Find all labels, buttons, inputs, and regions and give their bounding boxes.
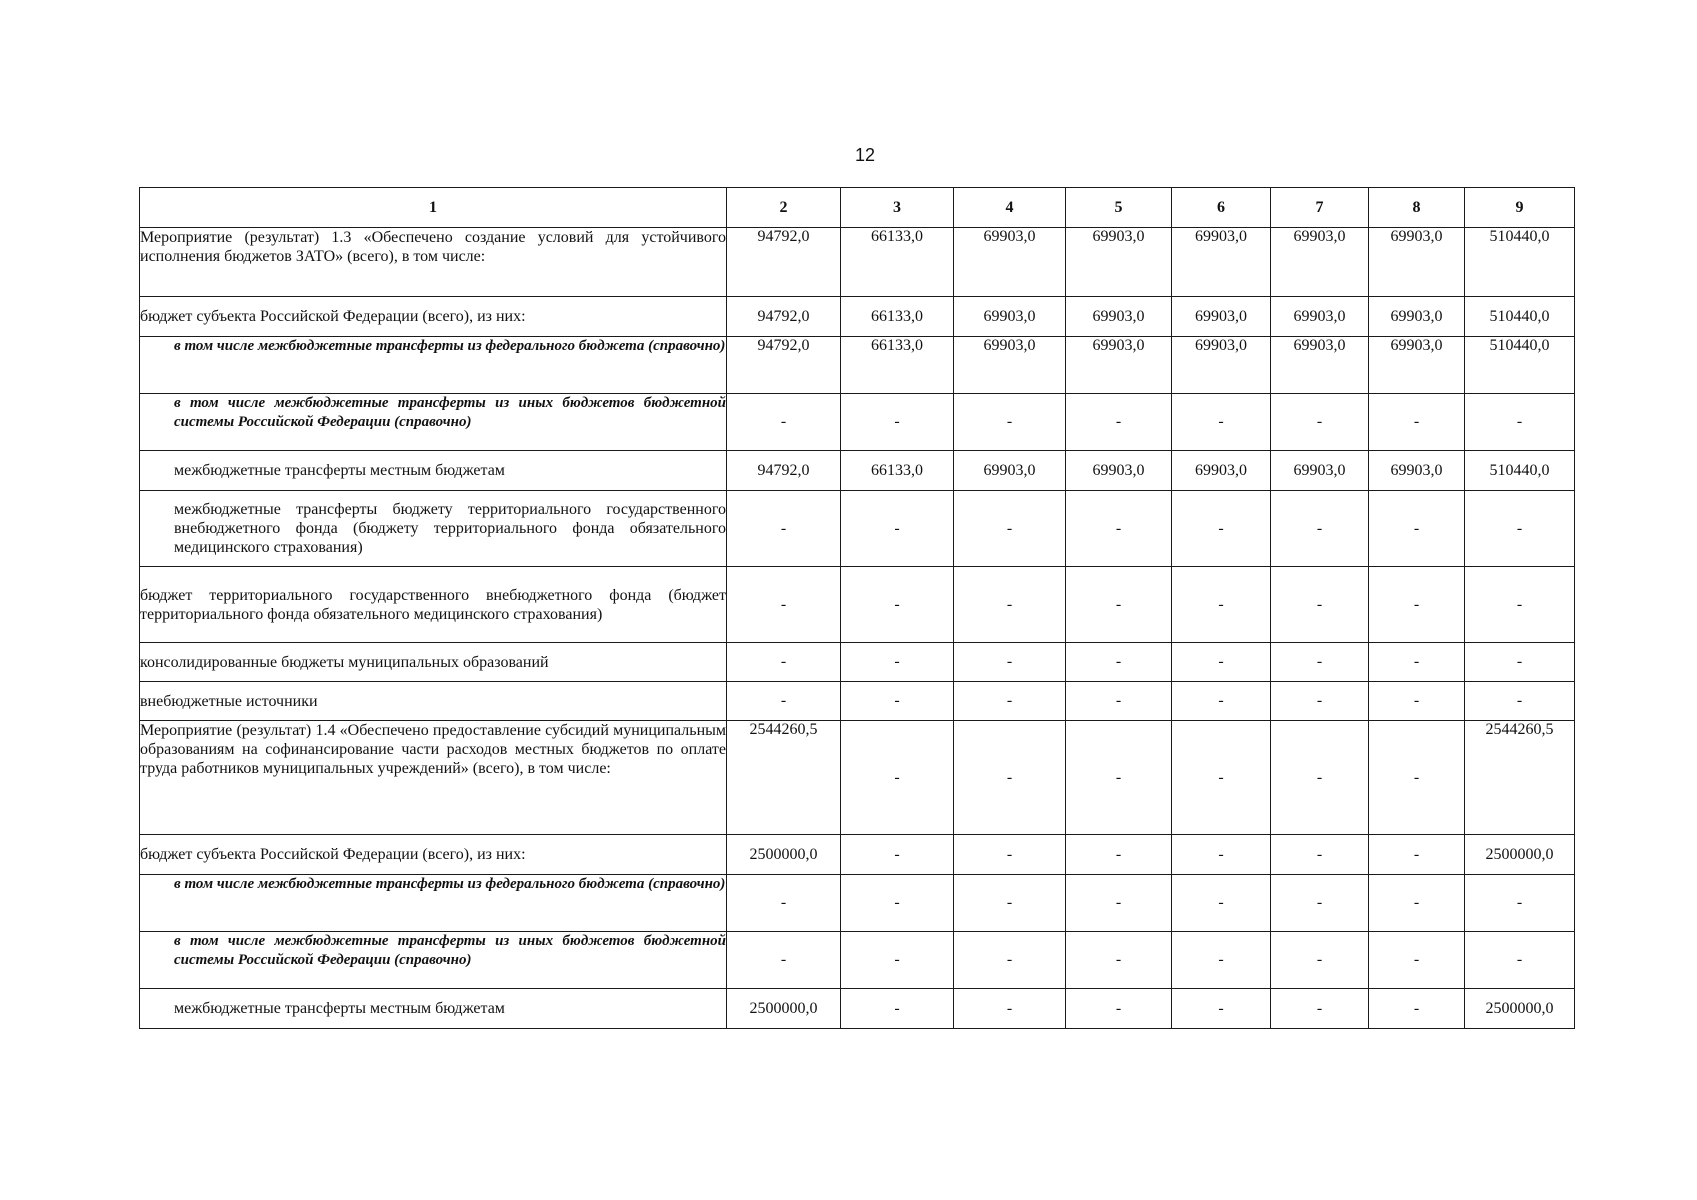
row-label: в том числе межбюджетные трансферты из федерального бюджета (справочно) bbox=[140, 337, 727, 394]
cell-value: - bbox=[1066, 989, 1172, 1029]
cell-value: 69903,0 bbox=[1271, 297, 1369, 337]
row-label: межбюджетные трансферты местным бюджетам bbox=[140, 989, 727, 1029]
cell-value: - bbox=[727, 643, 841, 682]
table-row bbox=[140, 835, 1575, 875]
cell-value: 94792,0 bbox=[727, 228, 841, 297]
cell-value: 2500000,0 bbox=[1465, 835, 1575, 875]
cell-value: - bbox=[954, 394, 1066, 451]
cell-value: - bbox=[954, 932, 1066, 989]
cell-value: 510440,0 bbox=[1465, 297, 1575, 337]
cell-value: - bbox=[954, 491, 1066, 567]
cell-value: - bbox=[1369, 491, 1465, 567]
cell-value: - bbox=[841, 567, 954, 643]
cell-value: - bbox=[841, 394, 954, 451]
col-header-1: 1 bbox=[140, 188, 727, 228]
cell-value: - bbox=[1369, 835, 1465, 875]
col-header-6: 6 bbox=[1172, 188, 1271, 228]
cell-value: 69903,0 bbox=[1271, 337, 1369, 394]
row-label: Мероприятие (результат) 1.3 «Обеспечено создание условий для устойчивого исполнения бюджетов ЗАТО» (всего), в том числе: bbox=[140, 228, 727, 297]
row-label: Мероприятие (результат) 1.4 «Обеспечено предоставление субсидий муниципальным образованиям на софинансирование части расходов местных бюджетов по оплате труда работников муниципальных учреждений» (всего), в том числе: bbox=[140, 721, 727, 835]
cell-value: - bbox=[1271, 491, 1369, 567]
cell-value: - bbox=[1465, 394, 1575, 451]
table-row bbox=[140, 297, 1575, 337]
cell-value: - bbox=[1066, 491, 1172, 567]
cell-value: 69903,0 bbox=[954, 451, 1066, 491]
col-header-5: 5 bbox=[1066, 188, 1172, 228]
cell-value: 94792,0 bbox=[727, 337, 841, 394]
cell-value: - bbox=[1172, 989, 1271, 1029]
col-header-4: 4 bbox=[954, 188, 1066, 228]
cell-value: - bbox=[1465, 643, 1575, 682]
col-header-9: 9 bbox=[1465, 188, 1575, 228]
cell-value: - bbox=[727, 394, 841, 451]
cell-value: - bbox=[727, 682, 841, 721]
cell-value: - bbox=[1369, 394, 1465, 451]
cell-value: - bbox=[1369, 875, 1465, 932]
row-label: внебюджетные источники bbox=[140, 682, 727, 721]
cell-value: - bbox=[1465, 567, 1575, 643]
cell-value: - bbox=[1369, 643, 1465, 682]
row-label: в том числе межбюджетные трансферты из иных бюджетов бюджетной системы Российской Федерации (справочно) bbox=[140, 394, 727, 451]
table-row bbox=[140, 567, 1575, 643]
table-row bbox=[140, 682, 1575, 721]
cell-value: - bbox=[1066, 567, 1172, 643]
cell-value: - bbox=[1172, 932, 1271, 989]
row-label: бюджет территориального государственного внебюджетного фонда (бюджет территориального фонда обязательного медицинского страхования) bbox=[140, 567, 727, 643]
table-row bbox=[140, 875, 1575, 932]
cell-value: 69903,0 bbox=[954, 228, 1066, 297]
cell-value: 69903,0 bbox=[1369, 228, 1465, 297]
cell-value: 69903,0 bbox=[1172, 337, 1271, 394]
row-label: бюджет субъекта Российской Федерации (всего), из них: bbox=[140, 297, 727, 337]
cell-value: - bbox=[727, 932, 841, 989]
col-header-8: 8 bbox=[1369, 188, 1465, 228]
cell-value: 69903,0 bbox=[1066, 337, 1172, 394]
cell-value: 2544260,5 bbox=[727, 721, 841, 835]
budget-table bbox=[139, 187, 1575, 1029]
row-label: консолидированные бюджеты муниципальных образований bbox=[140, 643, 727, 682]
cell-value: 94792,0 bbox=[727, 451, 841, 491]
cell-value: - bbox=[1066, 875, 1172, 932]
cell-value: - bbox=[841, 491, 954, 567]
cell-value: - bbox=[1271, 643, 1369, 682]
cell-value: - bbox=[1271, 721, 1369, 835]
cell-value: - bbox=[1465, 491, 1575, 567]
cell-value: - bbox=[1271, 835, 1369, 875]
row-label: в том числе межбюджетные трансферты из федерального бюджета (справочно) bbox=[140, 875, 727, 932]
cell-value: - bbox=[1465, 875, 1575, 932]
cell-value: - bbox=[1271, 989, 1369, 1029]
table-row bbox=[140, 337, 1575, 394]
cell-value: - bbox=[954, 643, 1066, 682]
cell-value: 66133,0 bbox=[841, 337, 954, 394]
cell-value: - bbox=[1271, 932, 1369, 989]
cell-value: 510440,0 bbox=[1465, 228, 1575, 297]
cell-value: 69903,0 bbox=[1172, 228, 1271, 297]
cell-value: - bbox=[1066, 721, 1172, 835]
page-number: 12 bbox=[854, 145, 876, 165]
cell-value: - bbox=[954, 567, 1066, 643]
cell-value: - bbox=[841, 835, 954, 875]
cell-value: - bbox=[1369, 682, 1465, 721]
table-row bbox=[140, 721, 1575, 835]
cell-value: 2500000,0 bbox=[727, 989, 841, 1029]
table-row bbox=[140, 491, 1575, 567]
cell-value: 69903,0 bbox=[1172, 297, 1271, 337]
table-row bbox=[140, 451, 1575, 491]
cell-value: - bbox=[1172, 721, 1271, 835]
cell-value: - bbox=[954, 875, 1066, 932]
cell-value: - bbox=[727, 491, 841, 567]
table-row bbox=[140, 394, 1575, 451]
cell-value: 69903,0 bbox=[954, 337, 1066, 394]
cell-value: - bbox=[1066, 835, 1172, 875]
cell-value: - bbox=[841, 875, 954, 932]
cell-value: 510440,0 bbox=[1465, 451, 1575, 491]
cell-value: 69903,0 bbox=[1172, 451, 1271, 491]
cell-value: 69903,0 bbox=[1369, 337, 1465, 394]
cell-value: 94792,0 bbox=[727, 297, 841, 337]
col-header-2: 2 bbox=[727, 188, 841, 228]
cell-value: - bbox=[1172, 567, 1271, 643]
cell-value: - bbox=[1066, 682, 1172, 721]
cell-value: - bbox=[954, 989, 1066, 1029]
cell-value: 69903,0 bbox=[1271, 451, 1369, 491]
header-row bbox=[140, 188, 1575, 228]
cell-value: - bbox=[1066, 643, 1172, 682]
cell-value: - bbox=[1271, 394, 1369, 451]
cell-value: - bbox=[1172, 682, 1271, 721]
cell-value: - bbox=[1369, 989, 1465, 1029]
cell-value: 66133,0 bbox=[841, 297, 954, 337]
cell-value: 69903,0 bbox=[1271, 228, 1369, 297]
cell-value: - bbox=[954, 721, 1066, 835]
table-row bbox=[140, 228, 1575, 297]
cell-value: 510440,0 bbox=[1465, 337, 1575, 394]
cell-value: 66133,0 bbox=[841, 228, 954, 297]
cell-value: 2500000,0 bbox=[1465, 989, 1575, 1029]
cell-value: 69903,0 bbox=[1066, 228, 1172, 297]
cell-value: - bbox=[1172, 643, 1271, 682]
table-row bbox=[140, 989, 1575, 1029]
row-label: межбюджетные трансферты бюджету территориального государственного внебюджетного фонда (бюджету территориального фонда обязательного медицинского страхования) bbox=[140, 491, 727, 567]
cell-value: - bbox=[1369, 932, 1465, 989]
cell-value: 2500000,0 bbox=[727, 835, 841, 875]
cell-value: - bbox=[1369, 567, 1465, 643]
cell-value: - bbox=[1172, 835, 1271, 875]
cell-value: - bbox=[841, 643, 954, 682]
cell-value: - bbox=[727, 875, 841, 932]
row-label: в том числе межбюджетные трансферты из иных бюджетов бюджетной системы Российской Федерации (справочно) bbox=[140, 932, 727, 989]
cell-value: - bbox=[1271, 682, 1369, 721]
cell-value: - bbox=[1465, 682, 1575, 721]
cell-value: 69903,0 bbox=[954, 297, 1066, 337]
cell-value: - bbox=[954, 835, 1066, 875]
cell-value: 2544260,5 bbox=[1465, 721, 1575, 835]
col-header-3: 3 bbox=[841, 188, 954, 228]
cell-value: - bbox=[841, 989, 954, 1029]
cell-value: 69903,0 bbox=[1066, 297, 1172, 337]
cell-value: - bbox=[841, 682, 954, 721]
cell-value: 69903,0 bbox=[1369, 451, 1465, 491]
row-label: бюджет субъекта Российской Федерации (всего), из них: bbox=[140, 835, 727, 875]
cell-value: - bbox=[1066, 394, 1172, 451]
cell-value: - bbox=[841, 721, 954, 835]
cell-value: - bbox=[1271, 567, 1369, 643]
table-row bbox=[140, 932, 1575, 989]
row-label: межбюджетные трансферты местным бюджетам bbox=[140, 451, 727, 491]
cell-value: - bbox=[1066, 932, 1172, 989]
cell-value: - bbox=[1369, 721, 1465, 835]
cell-value: - bbox=[954, 682, 1066, 721]
cell-value: - bbox=[1172, 875, 1271, 932]
col-header-7: 7 bbox=[1271, 188, 1369, 228]
cell-value: 69903,0 bbox=[1369, 297, 1465, 337]
cell-value: 66133,0 bbox=[841, 451, 954, 491]
cell-value: 69903,0 bbox=[1066, 451, 1172, 491]
cell-value: - bbox=[727, 567, 841, 643]
table-row bbox=[140, 643, 1575, 682]
cell-value: - bbox=[1172, 491, 1271, 567]
cell-value: - bbox=[1271, 875, 1369, 932]
cell-value: - bbox=[841, 932, 954, 989]
cell-value: - bbox=[1465, 932, 1575, 989]
cell-value: - bbox=[1172, 394, 1271, 451]
